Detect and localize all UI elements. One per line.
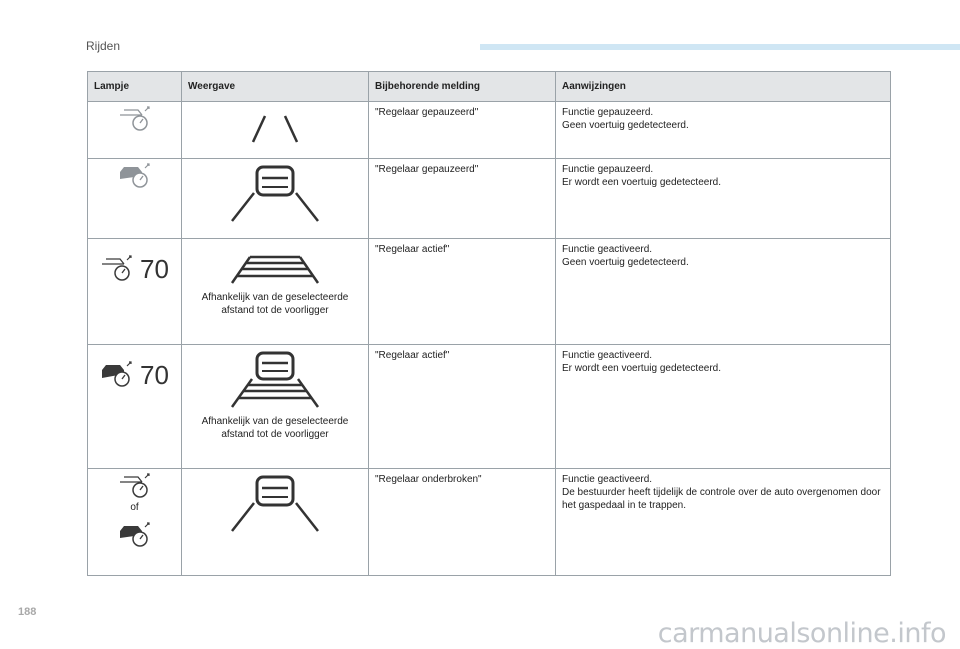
table-row	[88, 102, 891, 159]
display-cell	[182, 345, 369, 469]
distance-bars-icon	[220, 243, 330, 287]
table-header-row	[88, 72, 891, 102]
note-line: Geen voertuig gedetecteerd.	[562, 120, 689, 131]
lamp-cell	[88, 469, 182, 576]
car-lane-lines-icon	[220, 473, 330, 535]
lane-lines-icon	[225, 106, 325, 146]
column-header-melding: Bijbehorende melding	[369, 72, 556, 102]
note-line: Er wordt een voertuig gedetecteerd.	[562, 363, 721, 374]
cruise-control-table	[87, 71, 891, 576]
note-line: Er wordt een voertuig gedetecteerd.	[562, 177, 721, 188]
page-number: 188	[18, 606, 37, 618]
column-header-aanwijzingen: Aanwijzingen	[556, 72, 891, 102]
header-accent-bar	[480, 44, 960, 50]
display-cell	[182, 102, 369, 159]
note-line: Functie gepauzeerd.	[562, 107, 654, 118]
speed-value: 70	[140, 254, 169, 284]
column-header-weergave: Weergave	[182, 72, 369, 102]
note-line: Geen voertuig gedetecteerd.	[562, 257, 689, 268]
message-cell: "Regelaar actief"	[369, 345, 556, 469]
or-label: of	[130, 502, 139, 513]
note-cell	[556, 102, 891, 159]
note-line: Functie geactiveerd.	[562, 244, 653, 255]
note-line: Functie geactiveerd.	[562, 474, 653, 485]
cruise-gauge-outline-active-icon	[100, 255, 134, 283]
cruise-gauge-outline-icon	[118, 106, 152, 132]
note-cell	[556, 345, 891, 469]
lamp-cell	[88, 159, 182, 239]
note-line: Functie geactiveerd.	[562, 350, 653, 361]
display-caption: Afhankelijk van de geselecteerde afstand tot de voorligger	[201, 416, 349, 440]
display-cell	[182, 239, 369, 345]
display-cell	[182, 159, 369, 239]
note-line: Functie gepauzeerd.	[562, 164, 654, 175]
display-caption: Afhankelijk van de geselecteerde afstand tot de voorligger	[201, 292, 349, 316]
car-distance-bars-icon	[220, 349, 330, 411]
note-line: De bestuurder heeft tijdelijk de controle over de auto overgenomen door het gaspedaal in te trappen.	[562, 487, 881, 511]
message-cell: "Regelaar actief"	[369, 239, 556, 345]
message-cell: "Regelaar gepauzeerd"	[369, 102, 556, 159]
speed-value: 70	[140, 360, 169, 390]
section-title: Rijden	[86, 39, 121, 53]
note-cell	[556, 239, 891, 345]
note-cell	[556, 469, 891, 576]
table-row	[88, 469, 891, 576]
cruise-gauge-car-active-icon	[100, 361, 134, 389]
car-lane-lines-icon	[220, 163, 330, 225]
cruise-gauge-car-icon	[118, 163, 152, 189]
message-cell: "Regelaar gepauzeerd"	[369, 159, 556, 239]
watermark: carmanualsonline.info	[657, 618, 946, 649]
lamp-cell	[88, 239, 182, 345]
message-cell: "Regelaar onderbroken"	[369, 469, 556, 576]
table-row	[88, 239, 891, 345]
table-row	[88, 345, 891, 469]
note-cell	[556, 159, 891, 239]
display-cell	[182, 469, 369, 576]
column-header-lampje: Lampje	[88, 72, 182, 102]
cruise-gauge-outline-icon	[118, 473, 152, 499]
lamp-cell	[88, 102, 182, 159]
lamp-cell	[88, 345, 182, 469]
cruise-gauge-car-icon	[118, 522, 152, 548]
table-row	[88, 159, 891, 239]
